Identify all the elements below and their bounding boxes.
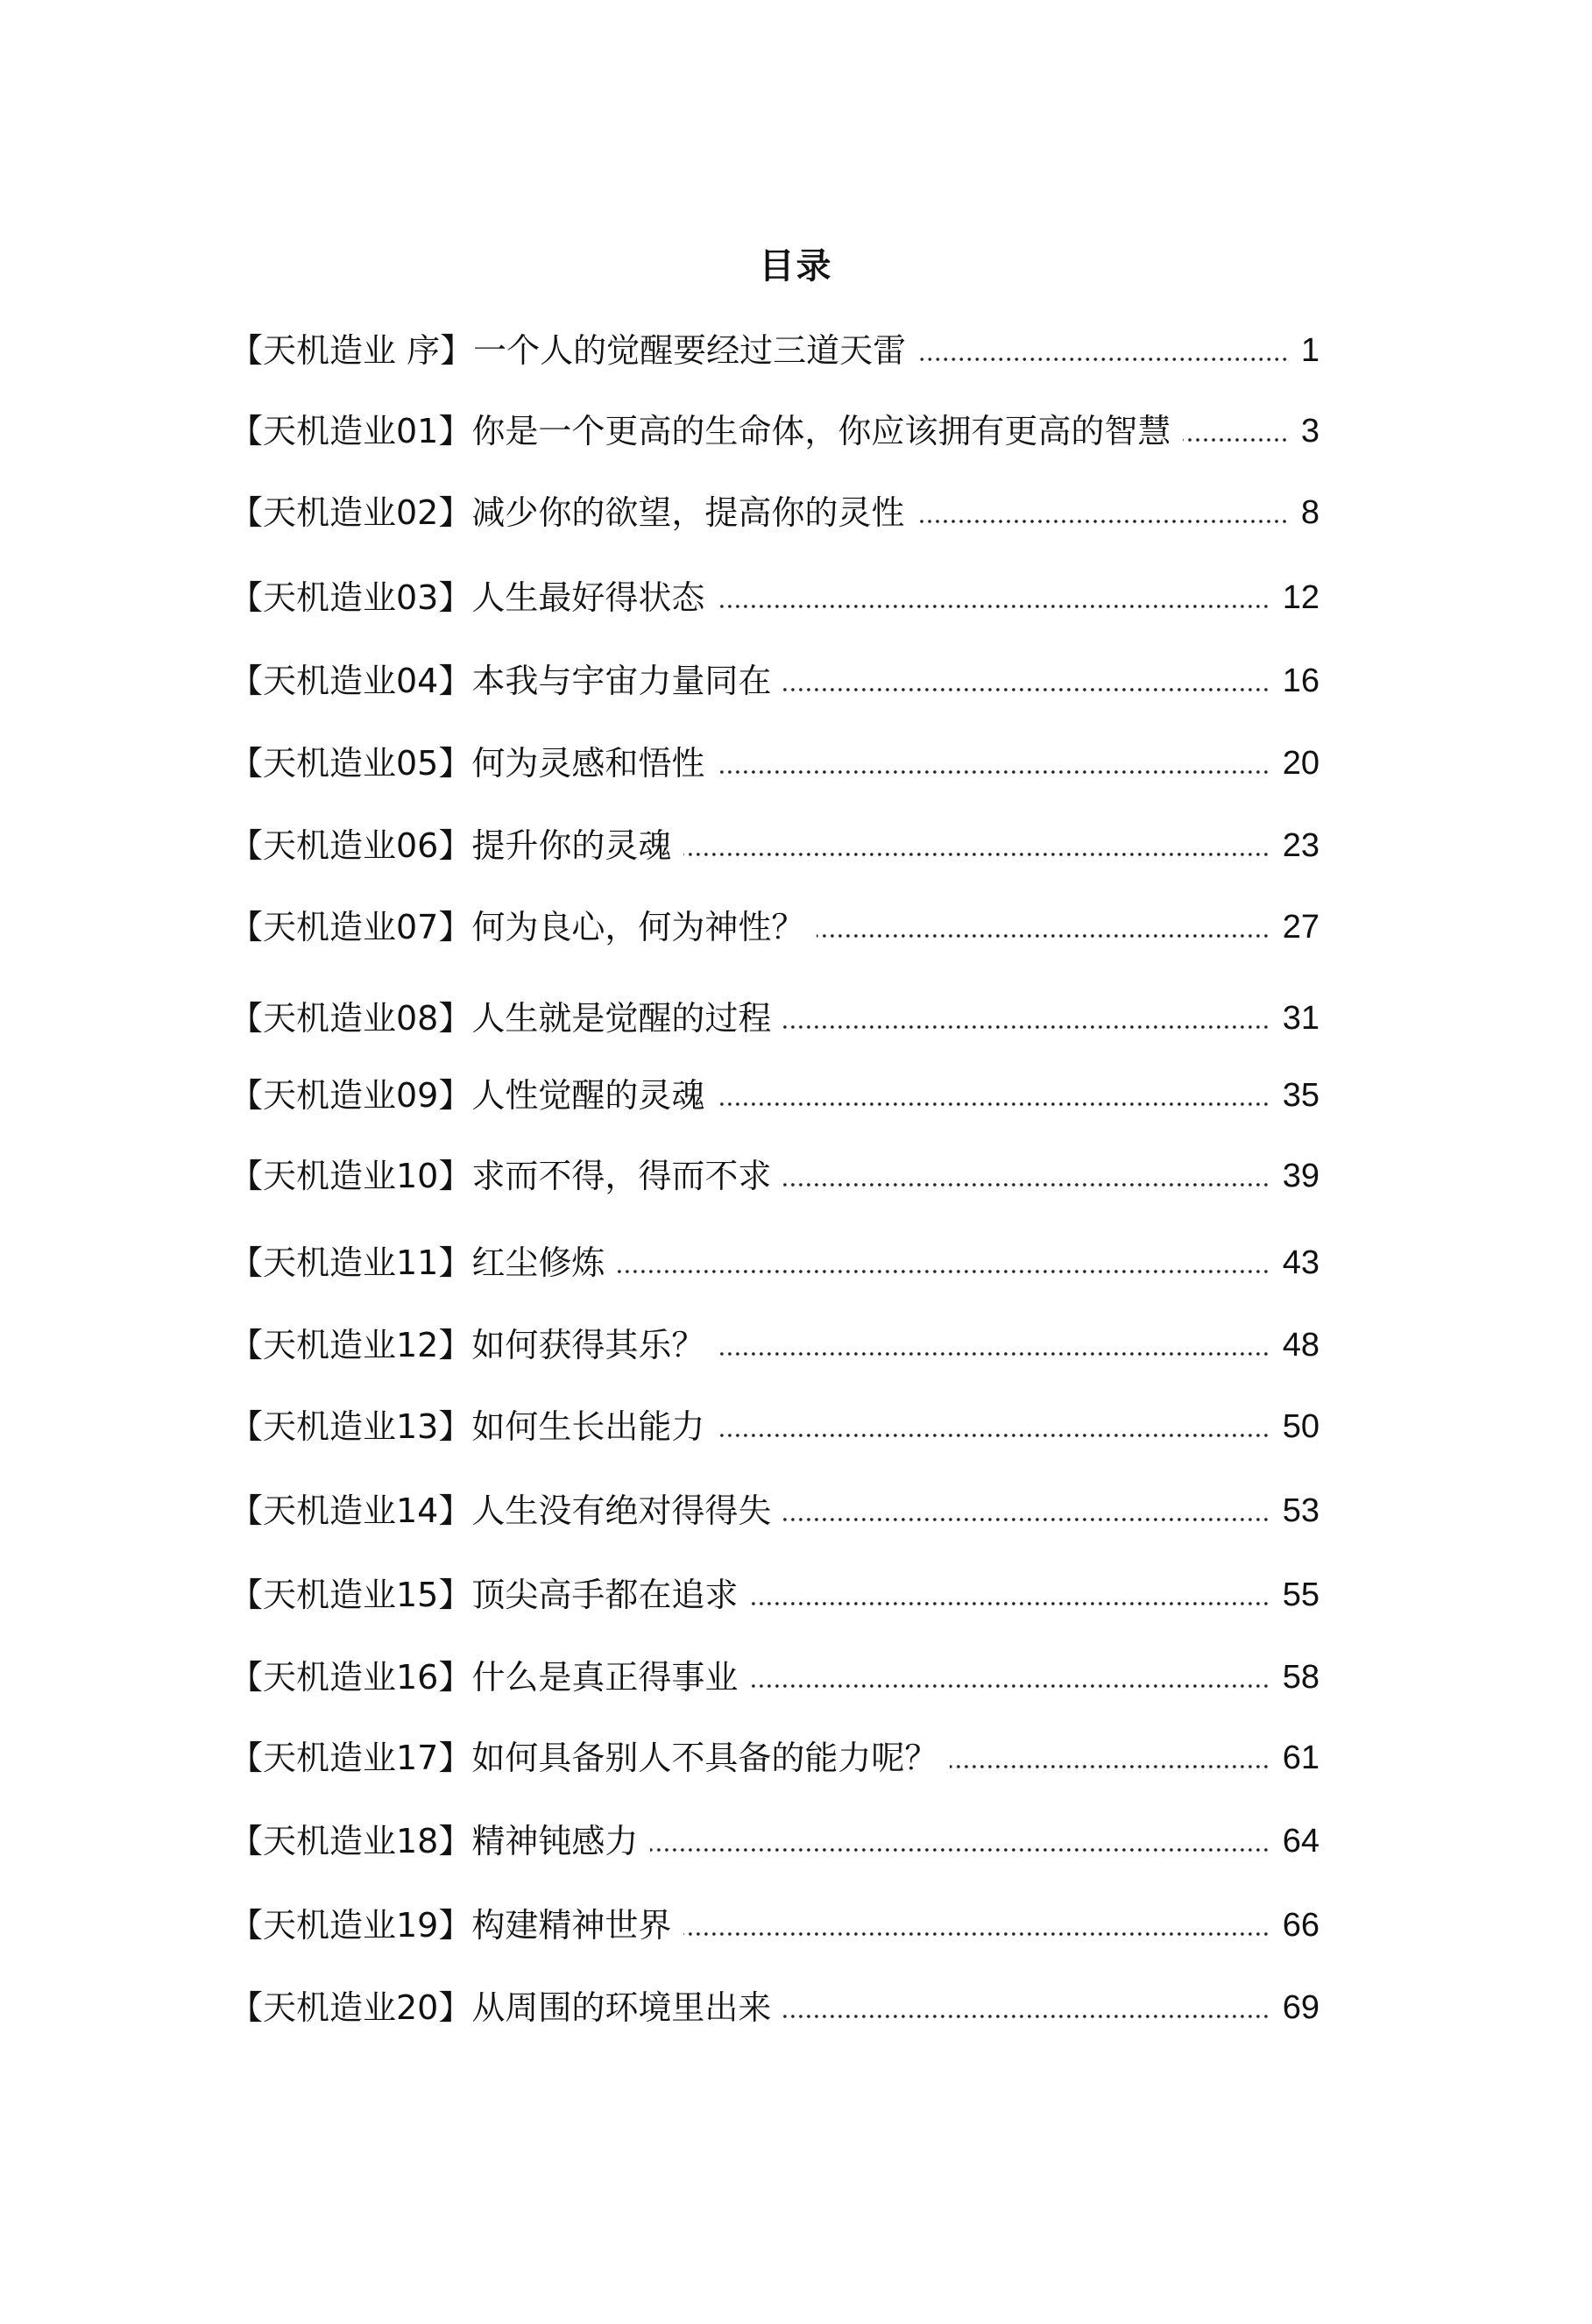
toc-entry-title: 【天机造业18】精神钝感力 bbox=[230, 1822, 639, 1860]
dot-leader bbox=[683, 851, 1270, 858]
toc-entry-page: 12 bbox=[1282, 579, 1320, 616]
toc-entry[interactable] bbox=[230, 1737, 1320, 1779]
dot-leader bbox=[750, 1600, 1270, 1607]
toc-entry[interactable] bbox=[230, 906, 1320, 948]
toc-entry-title: 【天机造业14】人生没有绝对得得失 bbox=[230, 1491, 772, 1530]
toc-entry[interactable] bbox=[230, 997, 1320, 1039]
toc-entry-page: 16 bbox=[1282, 662, 1320, 699]
toc-entry-page: 66 bbox=[1282, 1907, 1320, 1944]
toc-entry-page: 3 bbox=[1300, 413, 1320, 450]
toc-entry-page: 58 bbox=[1282, 1659, 1320, 1696]
page-title: 目录 bbox=[759, 246, 833, 287]
dot-leader bbox=[717, 603, 1270, 610]
toc-entry[interactable] bbox=[230, 410, 1320, 452]
dot-leader bbox=[916, 518, 1289, 525]
dot-leader bbox=[950, 1763, 1270, 1770]
toc-entry[interactable] bbox=[230, 329, 1320, 372]
toc-entry-title: 【天机造业12】如何获得其乐？ bbox=[230, 1326, 705, 1364]
dot-leader bbox=[617, 1268, 1270, 1275]
toc-entry-page: 43 bbox=[1282, 1244, 1320, 1281]
toc-entry-page: 27 bbox=[1282, 909, 1320, 946]
toc-entry-title: 【天机造业19】构建精神世界 bbox=[230, 1906, 672, 1945]
toc-entry-page: 53 bbox=[1282, 1492, 1320, 1529]
toc-entry-title: 【天机造业09】人性觉醒的灵魂 bbox=[230, 1076, 705, 1115]
toc-entry-page: 50 bbox=[1282, 1408, 1320, 1445]
toc-entry-page: 23 bbox=[1282, 827, 1320, 864]
toc-entry-title: 【天机造业11】红尘修炼 bbox=[230, 1243, 605, 1282]
dot-leader bbox=[717, 769, 1270, 776]
toc-entry-page: 55 bbox=[1282, 1576, 1320, 1613]
dot-leader bbox=[717, 1350, 1270, 1357]
toc-entry[interactable] bbox=[230, 1574, 1320, 1616]
dot-leader bbox=[1183, 436, 1289, 443]
toc-entry-title: 【天机造业20】从周围的环境里出来 bbox=[230, 1988, 772, 2027]
toc-entry[interactable] bbox=[230, 825, 1320, 867]
toc-entry[interactable] bbox=[230, 1656, 1320, 1698]
toc-entry-page: 69 bbox=[1282, 1989, 1320, 2026]
table-of-contents bbox=[230, 0, 1320, 2324]
toc-entry-title: 【天机造业03】人生最好得状态 bbox=[230, 578, 705, 617]
toc-entry[interactable] bbox=[230, 660, 1320, 702]
toc-entry[interactable] bbox=[230, 1406, 1320, 1448]
toc-entry-title: 【天机造业08】人生就是觉醒的过程 bbox=[230, 999, 772, 1038]
dot-leader bbox=[717, 1432, 1270, 1439]
dot-leader bbox=[650, 1846, 1270, 1853]
dot-leader bbox=[783, 1516, 1270, 1523]
toc-entry[interactable] bbox=[230, 1074, 1320, 1116]
toc-entry-page: 39 bbox=[1282, 1158, 1320, 1194]
dot-leader bbox=[750, 1683, 1270, 1690]
toc-entry-title: 【天机造业 序】一个人的觉醒要经过三道天雷 bbox=[230, 331, 907, 370]
toc-entry-title: 【天机造业04】本我与宇宙力量同在 bbox=[230, 662, 772, 700]
toc-entry-page: 8 bbox=[1300, 494, 1320, 531]
toc-entry[interactable] bbox=[230, 577, 1320, 619]
toc-entry[interactable] bbox=[230, 1155, 1320, 1197]
dot-leader bbox=[717, 1101, 1270, 1108]
toc-entry-page: 64 bbox=[1282, 1823, 1320, 1860]
dot-leader bbox=[817, 932, 1270, 939]
toc-entry[interactable] bbox=[230, 1987, 1320, 2029]
toc-entry-title: 【天机造业07】何为良心，何为神性？ bbox=[230, 908, 805, 946]
dot-leader bbox=[683, 1931, 1270, 1938]
toc-entry-title: 【天机造业17】如何具备别人不具备的能力呢？ bbox=[230, 1739, 938, 1777]
toc-entry-page: 1 bbox=[1300, 332, 1320, 369]
toc-entry-page: 20 bbox=[1282, 745, 1320, 782]
toc-entry-page: 35 bbox=[1282, 1077, 1320, 1114]
toc-entry-title: 【天机造业02】减少你的欲望，提高你的灵性 bbox=[230, 493, 905, 532]
toc-entry-title: 【天机造业13】如何生长出能力 bbox=[230, 1407, 705, 1446]
toc-entry-page: 61 bbox=[1282, 1739, 1320, 1776]
toc-entry-title: 【天机造业01】你是一个更高的生命体，你应该拥有更高的智慧 bbox=[230, 412, 1171, 450]
toc-entry-page: 48 bbox=[1282, 1327, 1320, 1364]
dot-leader bbox=[783, 1024, 1270, 1031]
dot-leader bbox=[783, 1181, 1270, 1188]
toc-entry-title: 【天机造业16】什么是真正得事业 bbox=[230, 1658, 739, 1697]
toc-entry[interactable] bbox=[230, 1242, 1320, 1284]
toc-entry-title: 【天机造业10】求而不得，得而不求 bbox=[230, 1157, 772, 1195]
dot-leader bbox=[783, 686, 1270, 693]
dot-leader bbox=[783, 2013, 1270, 2020]
dot-leader bbox=[918, 356, 1289, 363]
toc-entry[interactable] bbox=[230, 492, 1320, 534]
toc-entry-page: 31 bbox=[1282, 1000, 1320, 1037]
toc-entry[interactable] bbox=[230, 1904, 1320, 1946]
toc-entry[interactable] bbox=[230, 1820, 1320, 1862]
toc-entry-title: 【天机造业06】提升你的灵魂 bbox=[230, 826, 672, 865]
toc-entry-title: 【天机造业05】何为灵感和悟性 bbox=[230, 744, 705, 783]
toc-entry[interactable] bbox=[230, 742, 1320, 784]
toc-entry[interactable] bbox=[230, 1490, 1320, 1532]
toc-entry-title: 【天机造业15】顶尖高手都在追求 bbox=[230, 1576, 739, 1614]
toc-entry[interactable] bbox=[230, 1324, 1320, 1366]
